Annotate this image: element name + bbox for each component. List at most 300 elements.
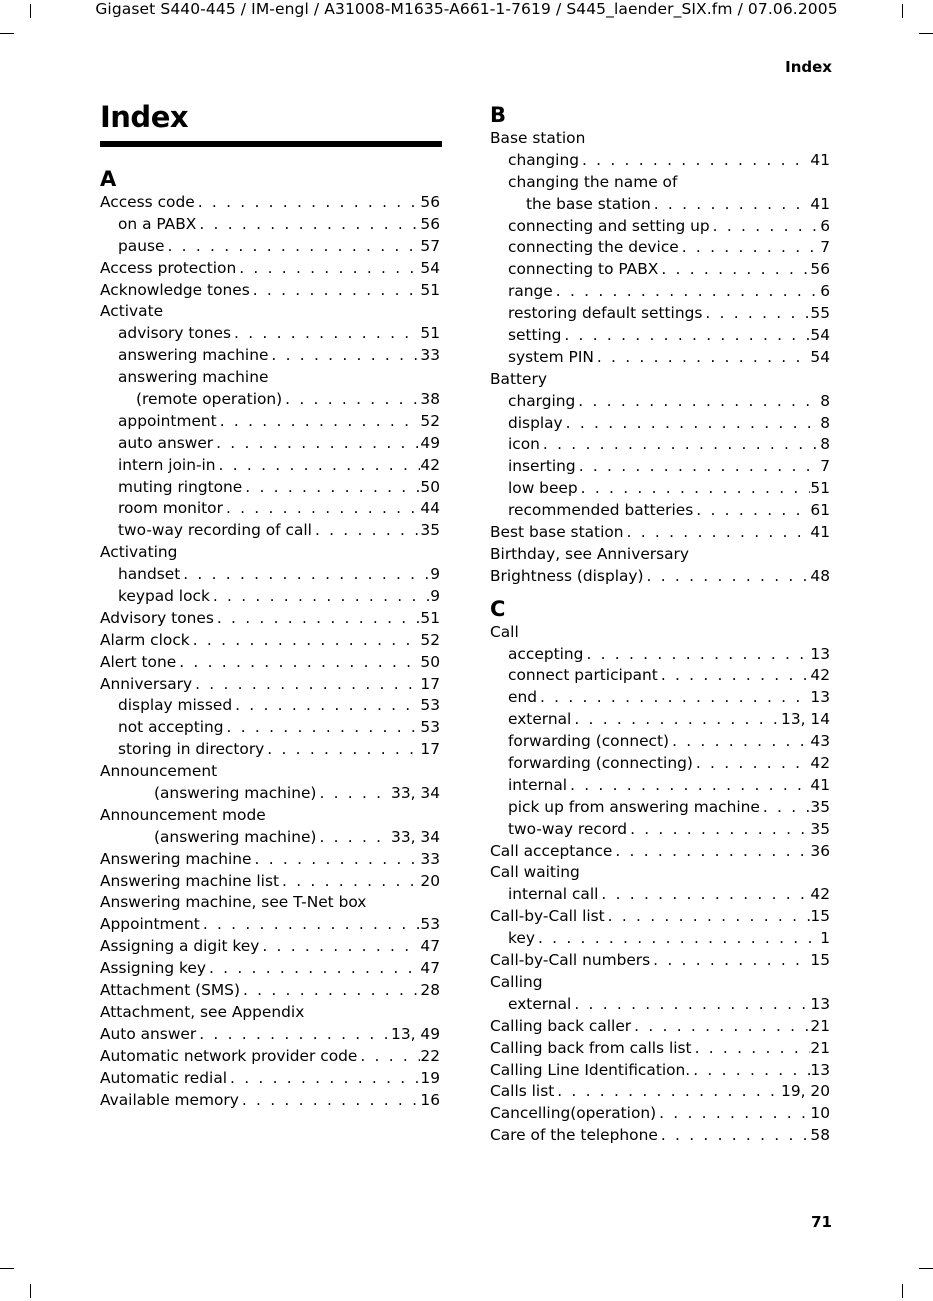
index-entry-term: Automatic redial xyxy=(100,1068,228,1087)
index-entry-term: pause xyxy=(118,236,165,255)
index-entry-page: 52 xyxy=(420,411,440,430)
index-entry-term: internal xyxy=(508,775,568,794)
index-letter-heading: C xyxy=(490,596,506,621)
index-entry-page: 55 xyxy=(810,304,830,323)
dot-leader xyxy=(216,455,421,477)
index-entry-term: Access code xyxy=(100,192,195,211)
index-entry-term: Cancelling(operation) xyxy=(490,1104,657,1123)
index-entry xyxy=(100,849,440,871)
index-entry-page: 54 xyxy=(810,347,830,366)
index-entry-term: Attachment, see Appendix xyxy=(100,1002,305,1021)
index-entry-page: 35 xyxy=(810,797,830,816)
index-entry-term: Answering machine list xyxy=(100,871,280,890)
index-entry-term: Call-by-Call numbers xyxy=(490,951,651,970)
index-entry xyxy=(490,1103,830,1125)
index-entry-page: 19, 20 xyxy=(781,1082,830,1101)
index-entry xyxy=(490,1081,830,1103)
index-entry-page: 42 xyxy=(810,666,830,685)
dot-leader xyxy=(669,731,810,753)
dot-leader xyxy=(644,566,811,588)
index-entry xyxy=(490,1060,830,1082)
index-entry-page: 21 xyxy=(810,1016,830,1035)
index-entry xyxy=(490,994,830,1016)
index-entry xyxy=(100,608,440,630)
index-entry xyxy=(100,477,440,499)
index-entry xyxy=(100,1090,440,1112)
dot-leader xyxy=(196,214,420,236)
index-entry-page: 35 xyxy=(420,521,440,540)
index-entry xyxy=(490,819,830,841)
dot-leader xyxy=(190,630,421,652)
index-entry-term: room monitor xyxy=(118,499,223,518)
index-entry xyxy=(490,216,830,238)
index-entry-page: 42 xyxy=(810,754,830,773)
index-entry xyxy=(490,1125,830,1147)
index-entry xyxy=(100,214,440,236)
index-entry-page: 19 xyxy=(420,1068,440,1087)
index-entry-page: 50 xyxy=(420,652,440,671)
crop-mark xyxy=(0,33,14,34)
index-column-left xyxy=(100,166,440,1111)
index-entry-term: Calling back from calls list xyxy=(490,1038,692,1057)
index-entry xyxy=(490,622,830,644)
dot-leader xyxy=(624,522,811,544)
index-entry-term: Birthday, see Anniversary xyxy=(490,544,689,563)
index-entry-page: 8 xyxy=(820,413,830,432)
index-letter-heading: A xyxy=(100,167,117,191)
index-entry-page: 42 xyxy=(810,885,830,904)
dot-leader xyxy=(268,345,420,367)
index-entry xyxy=(490,522,830,544)
index-entry-page: 57 xyxy=(420,236,440,255)
index-entry-term: setting xyxy=(508,326,562,344)
index-entry-term: two-way record xyxy=(508,819,628,838)
dot-leader xyxy=(213,433,420,455)
dot-leader xyxy=(252,849,421,871)
page-title: Index xyxy=(100,100,189,134)
index-entry-term: on a PABX xyxy=(118,214,197,233)
dot-leader xyxy=(214,608,421,630)
index-entry-term: Acknowledge tones xyxy=(100,280,250,299)
dot-leader xyxy=(702,303,810,325)
index-entry-term: Assigning key xyxy=(100,959,206,978)
index-entry xyxy=(100,280,440,302)
index-entry xyxy=(100,411,440,433)
index-entry-term: recommended batteries xyxy=(508,501,694,520)
index-entry-term: forwarding (connecting) xyxy=(508,754,693,773)
index-entry-page: 8 xyxy=(820,435,830,454)
index-entry-term: connecting the device xyxy=(508,238,679,257)
index-entry-term: Call waiting xyxy=(490,863,580,882)
index-entry-page: 16 xyxy=(420,1090,440,1109)
dot-leader xyxy=(594,347,811,369)
index-entry-page: 7 xyxy=(820,238,830,257)
dot-leader xyxy=(195,192,421,214)
index-entry-page: 28 xyxy=(420,981,440,1000)
dot-leader xyxy=(710,216,821,238)
index-entry-term: Alarm clock xyxy=(100,630,190,649)
dot-leader xyxy=(561,325,810,347)
index-entry-term: changing the name of xyxy=(508,172,678,191)
index-entry-term: handset xyxy=(118,565,181,584)
index-entry-term: Alert tone xyxy=(100,652,177,671)
index-entry xyxy=(490,863,830,885)
index-entry-term: two-way recording of call xyxy=(118,521,312,540)
index-entry xyxy=(490,128,830,150)
index-entry xyxy=(100,958,440,980)
crop-mark xyxy=(30,1284,31,1298)
dot-leader xyxy=(679,237,820,259)
index-entry-term: low beep xyxy=(508,479,578,498)
index-entry-page: 47 xyxy=(420,959,440,978)
index-entry-page: 47 xyxy=(420,937,440,956)
dot-leader xyxy=(693,753,811,775)
dot-leader xyxy=(656,1103,810,1125)
dot-leader xyxy=(176,652,420,674)
index-entry-page: 53 xyxy=(420,718,440,737)
index-entry xyxy=(490,172,830,194)
index-entry xyxy=(490,325,830,347)
index-entry xyxy=(100,367,440,389)
index-entry-page: 6 xyxy=(820,282,830,301)
index-entry-term: external xyxy=(508,710,572,729)
index-entry-term: display xyxy=(508,413,563,432)
dot-leader xyxy=(264,739,420,761)
index-entry xyxy=(100,1046,440,1068)
index-entry-page: 54 xyxy=(810,326,830,344)
dot-leader xyxy=(576,456,821,478)
index-entry-term: Calling Line Identification. xyxy=(490,1060,691,1079)
index-entry xyxy=(100,783,440,805)
index-entry-page: 8 xyxy=(820,391,830,410)
index-entry-page: 51 xyxy=(420,280,440,299)
dot-leader xyxy=(357,1046,420,1068)
index-entry xyxy=(100,805,440,827)
dot-leader xyxy=(650,950,810,972)
index-entry xyxy=(490,709,830,731)
index-entry xyxy=(100,739,440,761)
index-entry xyxy=(490,391,830,413)
index-entry xyxy=(100,323,440,345)
dot-leader xyxy=(760,797,811,819)
index-entry xyxy=(490,972,830,994)
index-entry-term: internal call xyxy=(508,885,599,904)
index-entry-page: 21 xyxy=(810,1038,830,1057)
index-entry xyxy=(100,674,440,696)
index-column-right xyxy=(490,102,830,1147)
index-entry xyxy=(100,761,440,783)
dot-leader xyxy=(540,434,820,456)
index-entry-page: 56 xyxy=(420,192,440,211)
index-entry-page: 33 xyxy=(420,849,440,868)
index-entry-term: forwarding (connect) xyxy=(508,732,670,751)
index-entry xyxy=(100,542,440,564)
index-entry-term: Answering machine, see T-Net box xyxy=(100,893,367,912)
index-entry-page: 61 xyxy=(810,501,830,520)
index-entry-term: answering machine xyxy=(118,346,269,365)
index-entry-term: Automatic network provider code xyxy=(100,1046,358,1065)
index-entry-page: 54 xyxy=(420,258,440,277)
dot-leader xyxy=(631,1016,810,1038)
dot-leader xyxy=(164,236,420,258)
index-entry-term: storing in directory xyxy=(118,740,265,759)
dot-leader xyxy=(180,564,430,586)
index-entry-page: 56 xyxy=(420,214,440,233)
dot-leader xyxy=(537,687,810,709)
index-entry xyxy=(490,347,830,369)
index-entry xyxy=(490,841,830,863)
index-entry-term: Access protection xyxy=(100,258,237,277)
index-entry-page: 13 xyxy=(810,688,830,707)
dot-leader xyxy=(227,1068,420,1090)
index-entry-term: intern join-in xyxy=(118,455,216,474)
dot-leader xyxy=(232,695,420,717)
index-entry-page: 41 xyxy=(810,150,830,169)
dot-leader xyxy=(627,819,810,841)
index-entry xyxy=(100,498,440,520)
index-entry-page: 13 xyxy=(810,644,830,663)
index-entry xyxy=(100,914,440,936)
index-entry-term: key xyxy=(508,929,535,948)
dot-leader xyxy=(575,391,820,413)
index-entry xyxy=(490,413,830,435)
index-entry-term: connect participant xyxy=(508,666,658,685)
index-entry xyxy=(490,753,830,775)
index-entry xyxy=(100,564,440,586)
index-entry-term: keypad lock xyxy=(118,587,210,606)
dot-leader xyxy=(658,665,811,687)
index-entry xyxy=(100,520,440,542)
dot-leader xyxy=(200,914,421,936)
index-entry xyxy=(490,194,830,216)
index-entry-page: 13, 14 xyxy=(781,710,830,729)
index-entry-page: 48 xyxy=(810,566,830,585)
dot-leader xyxy=(598,884,810,906)
index-entry xyxy=(100,236,440,258)
index-entry-page: 9 xyxy=(430,565,440,584)
dot-leader xyxy=(210,586,430,608)
index-entry xyxy=(490,665,830,687)
index-entry xyxy=(100,1024,440,1046)
index-entry-term: display missed xyxy=(118,696,233,715)
index-entry-term: Announcement mode xyxy=(100,805,266,824)
index-entry-page: 42 xyxy=(420,455,440,474)
dot-leader xyxy=(567,775,810,797)
index-entry xyxy=(100,893,440,915)
index-entry xyxy=(100,389,440,411)
index-entry-term: Available memory xyxy=(100,1090,239,1109)
index-entry xyxy=(490,478,830,500)
index-entry-page: 7 xyxy=(820,457,830,476)
index-entry-term: Anniversary xyxy=(100,674,193,693)
dot-leader xyxy=(231,323,420,345)
index-entry-page: 51 xyxy=(420,324,440,343)
index-entry-term: Answering machine xyxy=(100,849,252,868)
index-entry xyxy=(100,1068,440,1090)
index-entry xyxy=(100,827,440,849)
index-entry-page: 13 xyxy=(810,1060,830,1079)
index-entry xyxy=(490,500,830,522)
index-entry-term: system PIN xyxy=(508,347,594,366)
index-entry-page: 49 xyxy=(420,433,440,452)
index-entry-page: 41 xyxy=(810,523,830,542)
index-entry-page: 9 xyxy=(430,587,440,606)
index-entry-term: Activate xyxy=(100,302,164,321)
index-entry-page: 53 xyxy=(420,915,440,934)
dot-leader xyxy=(312,520,420,542)
index-letter-heading: B xyxy=(490,103,507,127)
dot-leader xyxy=(259,936,420,958)
index-entry xyxy=(100,652,440,674)
index-entry xyxy=(490,928,830,950)
index-entry-term: Activating xyxy=(100,543,178,562)
index-entry xyxy=(490,1016,830,1038)
index-entry xyxy=(100,345,440,367)
index-entry-term: Advisory tones xyxy=(100,608,214,627)
index-entry-term: the base station xyxy=(526,194,651,213)
dot-leader xyxy=(240,980,420,1002)
index-entry-page: 1 xyxy=(820,929,830,948)
dot-leader xyxy=(658,1125,811,1147)
index-entry-term: Calling back caller xyxy=(490,1016,632,1035)
dot-leader xyxy=(223,498,420,520)
index-entry-page: 50 xyxy=(420,477,440,496)
index-entry-term: (answering machine) xyxy=(154,827,317,846)
index-entry-term: changing xyxy=(508,150,579,169)
index-entry xyxy=(100,871,440,893)
index-entry-page: 15 xyxy=(810,951,830,970)
index-entry xyxy=(100,695,440,717)
dot-leader xyxy=(693,500,810,522)
index-entry xyxy=(490,303,830,325)
dot-leader xyxy=(571,994,810,1016)
dot-leader xyxy=(658,259,810,281)
index-entry xyxy=(100,936,440,958)
index-entry-term: (remote operation) xyxy=(136,390,283,408)
index-entry-page: 33, 34 xyxy=(391,827,440,846)
index-entry-term: Care of the telephone xyxy=(490,1126,658,1145)
index-entry xyxy=(490,687,830,709)
index-entry xyxy=(490,369,830,391)
dot-leader xyxy=(605,906,811,928)
section-header: Index xyxy=(785,58,832,76)
index-entry-page: 33, 34 xyxy=(391,784,440,803)
dot-leader xyxy=(224,717,421,739)
index-entry xyxy=(490,906,830,928)
index-entry xyxy=(100,433,440,455)
index-entry-term: Appointment xyxy=(100,915,200,934)
index-entry-page: 6 xyxy=(820,216,830,235)
page-number: 71 xyxy=(811,1213,832,1231)
dot-leader xyxy=(242,477,420,499)
index-entry-term: Best base station xyxy=(490,523,624,542)
index-entry-term: icon xyxy=(508,435,540,454)
dot-leader xyxy=(282,389,420,411)
index-entry xyxy=(490,731,830,753)
index-entry-page: 38 xyxy=(420,390,440,408)
index-entry-term: not accepting xyxy=(118,718,224,737)
index-entry-term: connecting to PABX xyxy=(508,260,659,279)
index-entry xyxy=(490,950,830,972)
dot-leader xyxy=(563,413,821,435)
index-entry-term: Battery xyxy=(490,369,547,388)
index-entry xyxy=(100,630,440,652)
index-entry-term: Base station xyxy=(490,128,586,147)
index-entry xyxy=(490,644,830,666)
dot-leader xyxy=(692,1038,811,1060)
index-entry-term: connecting and setting up xyxy=(508,216,710,235)
dot-leader xyxy=(236,258,420,280)
index-entry-term: Announcement xyxy=(100,762,218,781)
index-entry xyxy=(490,456,830,478)
dot-leader xyxy=(192,674,420,696)
index-entry-page: 51 xyxy=(420,608,440,627)
index-entry xyxy=(490,1038,830,1060)
index-entry-term: Call xyxy=(490,622,519,641)
index-entry xyxy=(490,434,830,456)
index-entry-page: 13, 49 xyxy=(391,1024,440,1043)
index-entry xyxy=(100,258,440,280)
dot-leader xyxy=(316,827,391,849)
dot-leader xyxy=(279,871,420,893)
index-entry xyxy=(490,884,830,906)
dot-leader xyxy=(217,411,421,433)
index-entry-page: 15 xyxy=(810,907,830,926)
index-entry-term: Calling xyxy=(490,972,543,991)
index-entry-term: charging xyxy=(508,391,576,410)
title-rule xyxy=(100,141,442,147)
index-entry-term: appointment xyxy=(118,411,217,430)
index-entry-page: 20 xyxy=(420,871,440,890)
index-entry xyxy=(490,150,830,172)
dot-leader xyxy=(571,709,781,731)
index-entry xyxy=(100,1002,440,1024)
index-entry-page: 58 xyxy=(810,1126,830,1145)
index-entry-term: Attachment (SMS) xyxy=(100,981,240,1000)
dot-leader xyxy=(578,478,811,500)
index-entry-term: restoring default settings xyxy=(508,304,703,323)
crop-mark xyxy=(919,1268,933,1269)
index-entry-term: inserting xyxy=(508,457,576,476)
index-entry-page: 56 xyxy=(810,260,830,279)
dot-leader xyxy=(690,1060,810,1082)
index-entry-page: 41 xyxy=(810,775,830,794)
index-entry-term: Call-by-Call list xyxy=(490,907,605,926)
index-entry xyxy=(490,797,830,819)
index-entry-page: 41 xyxy=(810,194,830,213)
index-entry-page: 53 xyxy=(420,696,440,715)
crop-mark xyxy=(919,33,933,34)
index-entry xyxy=(490,237,830,259)
index-entry-term: end xyxy=(508,688,537,707)
dot-leader xyxy=(612,841,810,863)
index-entry-term: auto answer xyxy=(118,433,214,452)
index-entry xyxy=(100,586,440,608)
index-entry-term: accepting xyxy=(508,644,584,663)
index-entry-term: answering machine xyxy=(118,368,269,387)
dot-leader xyxy=(316,783,391,805)
index-entry-page: 51 xyxy=(810,479,830,498)
index-entry xyxy=(490,259,830,281)
index-entry-term: pick up from answering machine xyxy=(508,797,760,816)
index-entry-page: 36 xyxy=(810,841,830,860)
index-entry-page: 35 xyxy=(810,819,830,838)
index-entry-term: Auto answer xyxy=(100,1024,197,1043)
index-entry-page: 52 xyxy=(420,630,440,649)
running-header: Gigaset S440-445 / IM-engl / A31008-M1635-A661-1-7619 / S445_laender_SIX.fm / 07.06.2005 xyxy=(95,0,838,18)
crop-mark xyxy=(902,1284,903,1298)
index-entry-page: 17 xyxy=(420,740,440,759)
